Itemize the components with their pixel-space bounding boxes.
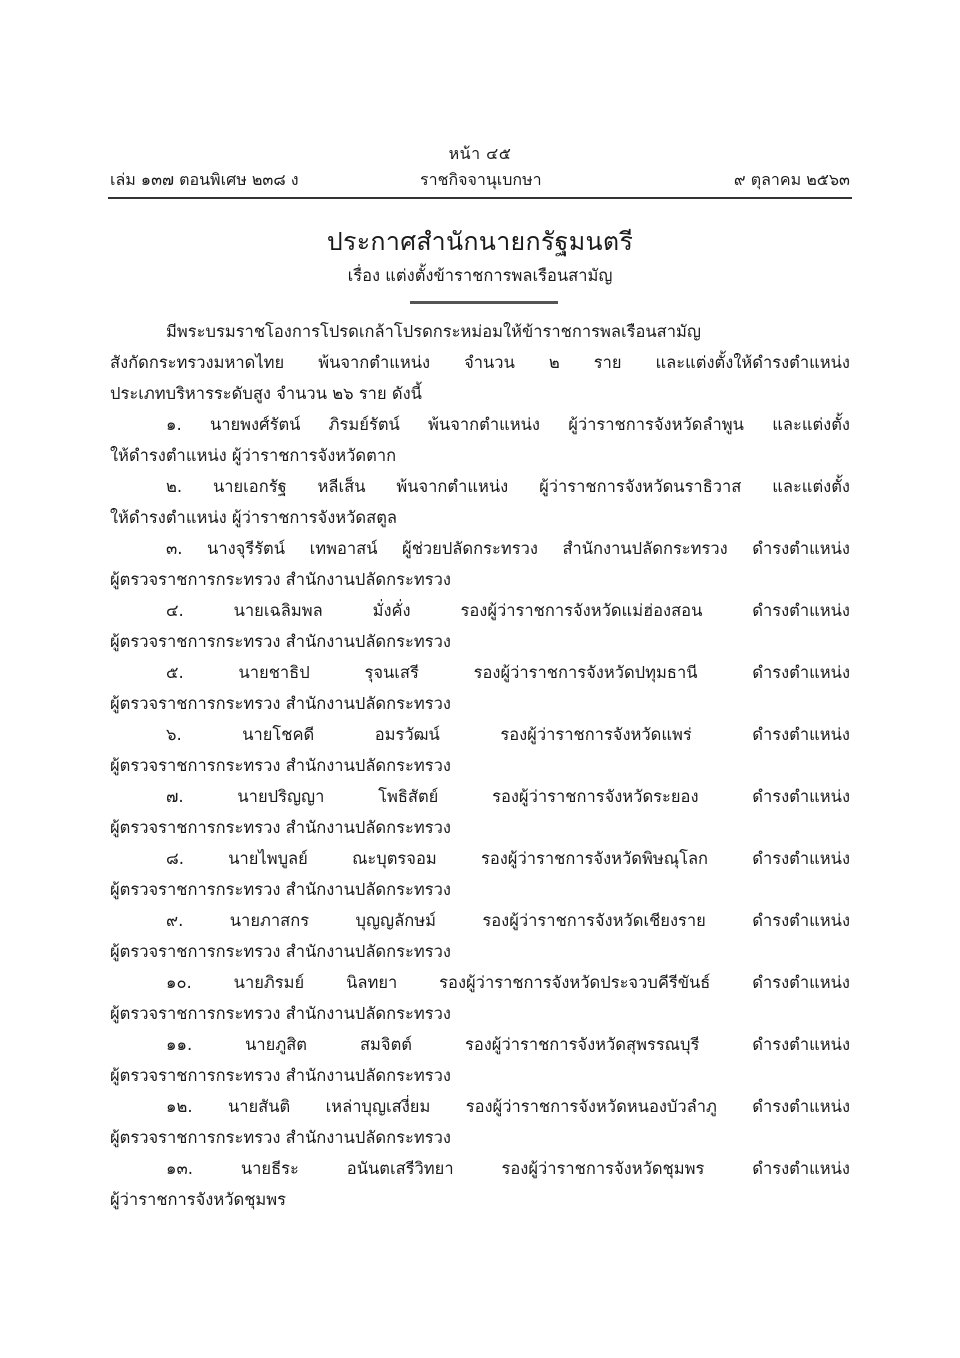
page-number: หน้า ๔๕	[448, 144, 512, 163]
appointment-item	[110, 967, 850, 1029]
appointment-item	[110, 719, 850, 781]
document-subject: เรื่อง แต่งตั้งข้าราชการพลเรือนสามัญ	[347, 266, 613, 285]
item-line: ๑๓. นายธีระ อนันตเสรีวิทยา รองผู้ว่าราชการจังหวัดชุมพร ดำรงตำแหน่ง	[166, 1159, 850, 1178]
intro-line: ประเภทบริหารระดับสูง จำนวน ๒๖ ราย ดังนี้	[110, 384, 422, 403]
item-line: ให้ดำรงตำแหน่ง ผู้ว่าราชการจังหวัดสตูล	[110, 508, 398, 527]
gazette-header	[110, 168, 850, 192]
appointment-item	[110, 905, 850, 967]
item-line: ๙. นายภาสกร บุญญลักษม์ รองผู้ว่าราชการจังหวัดเชียงราย ดำรงตำแหน่ง	[166, 911, 850, 930]
item-line: ๗. นายปริญญา โพธิสัตย์ รองผู้ว่าราชการจังหวัดระยอง ดำรงตำแหน่ง	[166, 787, 850, 806]
item-line: ๖. นายโชคดี อมรวัฒน์ รองผู้ว่าราชการจังหวัดแพร่ ดำรงตำแหน่ง	[166, 725, 850, 744]
intro-line: มีพระบรมราชโองการโปรดเกล้าโปรดกระหม่อมให้ข้าราชการพลเรือนสามัญ	[166, 322, 701, 341]
appointment-item	[110, 533, 850, 595]
document-body	[110, 316, 850, 1215]
item-line: ผู้ตรวจราชการกระทรวง สำนักงานปลัดกระทรวง	[110, 880, 451, 899]
document-title: ประกาศสำนักนายกรัฐมนตรี	[326, 227, 634, 256]
item-line: ผู้ตรวจราชการกระทรวง สำนักงานปลัดกระทรวง	[110, 942, 451, 961]
item-line: ๕. นายชาธิป รุจนเสรี รองผู้ว่าราชการจังหวัดปทุมธานี ดำรงตำแหน่ง	[166, 663, 850, 682]
item-line: ผู้ตรวจราชการกระทรวง สำนักงานปลัดกระทรวง	[110, 632, 451, 651]
item-line: ๑๒. นายสันติ เหล่าบุญเสงี่ยม รองผู้ว่าราชการจังหวัดหนองบัวลำภู ดำรงตำแหน่ง	[166, 1097, 850, 1116]
item-line: ผู้ตรวจราชการกระทรวง สำนักงานปลัดกระทรวง	[110, 1128, 451, 1147]
volume-issue: เล่ม ๑๓๗ ตอนพิเศษ ๒๓๘ ง	[110, 170, 299, 189]
item-line: ผู้ตรวจราชการกระทรวง สำนักงานปลัดกระทรวง	[110, 1004, 451, 1023]
item-line: ผู้ตรวจราชการกระทรวง สำนักงานปลัดกระทรวง	[110, 756, 451, 775]
appointment-item	[110, 1029, 850, 1091]
item-line: ๑๐. นายภิรมย์ นิลทยา รองผู้ว่าราชการจังหวัดประจวบคีรีขันธ์ ดำรงตำแหน่ง	[166, 973, 850, 992]
header-divider	[108, 197, 852, 199]
intro-paragraph	[110, 316, 850, 409]
item-line: ๒. นายเอกรัฐ หลีเส็น พ้นจากตำแหน่ง ผู้ว่าราชการจังหวัดนราธิวาส และแต่งตั้ง	[166, 477, 850, 496]
appointment-item	[110, 471, 850, 533]
appointment-item	[110, 595, 850, 657]
publication-date: ๙ ตุลาคม ๒๕๖๓	[733, 170, 850, 189]
item-line: ๑๑. นายภูสิต สมจิตต์ รองผู้ว่าราชการจังหวัดสุพรรณบุรี ดำรงตำแหน่ง	[166, 1035, 850, 1054]
item-line: ๘. นายไพบูลย์ ณะบุตรจอม รองผู้ว่าราชการจังหวัดพิษณุโลก ดำรงตำแหน่ง	[166, 849, 850, 868]
appointment-item	[110, 843, 850, 905]
publication-name: ราชกิจจานุเบกษา	[420, 170, 542, 189]
item-line: ผู้ตรวจราชการกระทรวง สำนักงานปลัดกระทรวง	[110, 818, 451, 837]
appointment-item	[110, 1153, 850, 1215]
item-line: ผู้ตรวจราชการกระทรวง สำนักงานปลัดกระทรวง	[110, 1066, 451, 1085]
item-line: ผู้ตรวจราชการกระทรวง สำนักงานปลัดกระทรวง	[110, 694, 451, 713]
appointment-item	[110, 1091, 850, 1153]
item-line: ๔. นายเฉลิมพล มั่งคั่ง รองผู้ว่าราชการจังหวัดแม่ฮ่องสอน ดำรงตำแหน่ง	[166, 601, 850, 620]
title-divider	[410, 301, 558, 304]
appointment-item	[110, 781, 850, 843]
intro-line: สังกัดกระทรวงมหาดไทย พ้นจากตำแหน่ง จำนวน ๒ ราย และแต่งตั้งให้ดำรงตำแหน่ง	[110, 353, 850, 372]
item-line: ๑. นายพงศ์รัตน์ ภิรมย์รัตน์ พ้นจากตำแหน่ง ผู้ว่าราชการจังหวัดลำพูน และแต่งตั้ง	[166, 415, 850, 434]
item-line: ผู้ว่าราชการจังหวัดชุมพร	[110, 1190, 287, 1209]
item-line: ผู้ตรวจราชการกระทรวง สำนักงานปลัดกระทรวง	[110, 570, 451, 589]
appointment-item	[110, 657, 850, 719]
item-line: ๓. นางจุรีรัตน์ เทพอาสน์ ผู้ช่วยปลัดกระทรวง สำนักงานปลัดกระทรวง ดำรงตำแหน่ง	[166, 539, 850, 558]
appointment-item	[110, 409, 850, 471]
item-line: ให้ดำรงตำแหน่ง ผู้ว่าราชการจังหวัดตาก	[110, 446, 397, 465]
